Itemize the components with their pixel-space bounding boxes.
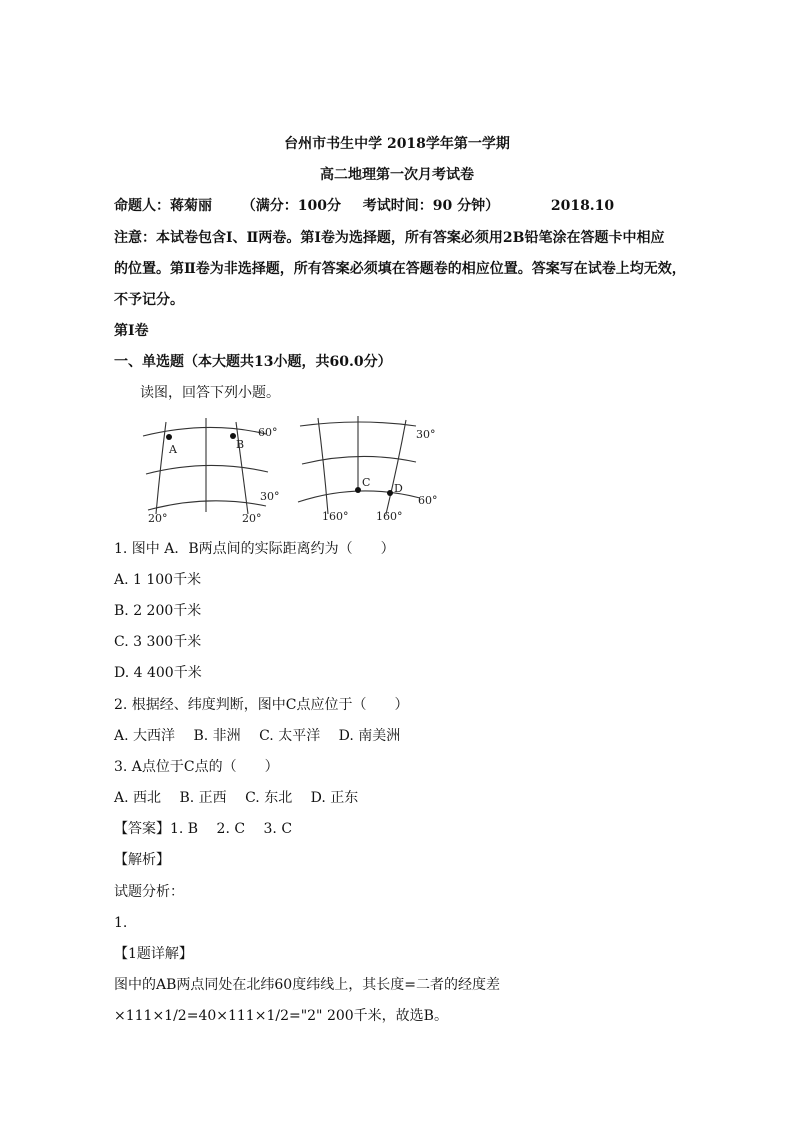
section-heading: 一、单选题（本大题共13小题，共60.0分） xyxy=(114,354,392,370)
volume-heading: 第Ⅰ卷 xyxy=(114,323,149,339)
question-1-stem: 1. 图中 A．B两点间的实际距离约为（ ） xyxy=(114,541,395,557)
point-a-label: A xyxy=(169,443,177,456)
left-map xyxy=(143,418,268,514)
left-meridian-1 xyxy=(156,422,166,514)
question-3-stem: 3. A点位于C点的（ ） xyxy=(114,759,279,775)
notice-line-3: 不予记分。 xyxy=(114,292,184,308)
right-map xyxy=(298,416,420,514)
left-lat-bottom-label: 30° xyxy=(260,490,280,503)
right-meridian-3 xyxy=(386,420,406,514)
detail-label: 【1题详解】 xyxy=(114,946,193,962)
right-lon-left-label: 160° xyxy=(322,510,349,523)
detail-line-2: ×111×1/2=40×111×1/2="2" 200千米，故选B。 xyxy=(114,1008,448,1024)
full-score: （满分：100分 xyxy=(241,198,341,214)
notice-line-2: 的位置。第Ⅱ卷为非选择题，所有答案必须填在答题卷的相应位置。答案写在试卷上均无效， xyxy=(114,261,686,277)
exam-date: 2018.10 xyxy=(550,198,615,214)
question-2-stem: 2. 根据经、纬度判断，图中C点应位于（ ） xyxy=(114,697,409,713)
author: 命题人：蒋菊丽 xyxy=(114,198,212,214)
school-title: 台州市书生中学 2018学年第一学期 xyxy=(284,136,510,152)
point-d-label: D xyxy=(394,482,403,495)
instruction: 读图，回答下列小题。 xyxy=(140,385,280,401)
point-a-marker xyxy=(166,434,172,440)
answer-line: 【答案】1. B 2. C 3. C xyxy=(114,821,293,837)
analysis-label: 【解析】 xyxy=(114,852,170,868)
exam-title: 高二地理第一次月考试卷 xyxy=(320,167,474,183)
notice-line-1: 注意：本试卷包含Ⅰ、Ⅱ两卷。第Ⅰ卷为选择题，所有答案必须用2B铅笔涂在答题卡中相应 xyxy=(114,230,665,246)
question-1-option-a: A. 1 100千米 xyxy=(114,572,202,588)
left-lon-left-label: 20° xyxy=(148,512,168,525)
question-3-options: A. 西北 B. 正西 C. 东北 D. 正东 xyxy=(114,790,359,806)
analysis-item-number: 1. xyxy=(114,915,128,931)
exam-time: 考试时间：90 分钟） xyxy=(362,198,500,214)
left-parallel-mid xyxy=(146,465,268,474)
detail-line-1: 图中的AB两点同处在北纬60度纬线上，其长度=二者的经度差 xyxy=(114,977,500,993)
exam-meta xyxy=(114,196,614,216)
left-parallel-bottom xyxy=(148,501,266,510)
question-1-option-c: C. 3 300千米 xyxy=(114,634,202,650)
right-meridian-1 xyxy=(318,418,328,514)
point-d-marker xyxy=(387,490,393,496)
question-2-options: A. 大西洋 B. 非洲 C. 太平洋 D. 南美洲 xyxy=(114,728,401,744)
left-lat-top-label: 60° xyxy=(258,426,278,439)
left-parallel-top xyxy=(143,427,266,436)
graticule-figure xyxy=(138,414,448,526)
question-1-option-b: B. 2 200千米 xyxy=(114,603,202,619)
right-lat-top-label: 30° xyxy=(416,428,436,441)
right-lon-right-label: 160° xyxy=(376,510,403,523)
point-c-marker xyxy=(355,487,361,493)
point-b-label: B xyxy=(236,438,245,451)
right-lat-bottom-label: 60° xyxy=(418,494,438,507)
point-c-label: C xyxy=(362,476,371,489)
analysis-intro: 试题分析： xyxy=(114,884,184,900)
question-1-option-d: D. 4 400千米 xyxy=(114,665,202,681)
left-lon-right-label: 20° xyxy=(242,512,262,525)
